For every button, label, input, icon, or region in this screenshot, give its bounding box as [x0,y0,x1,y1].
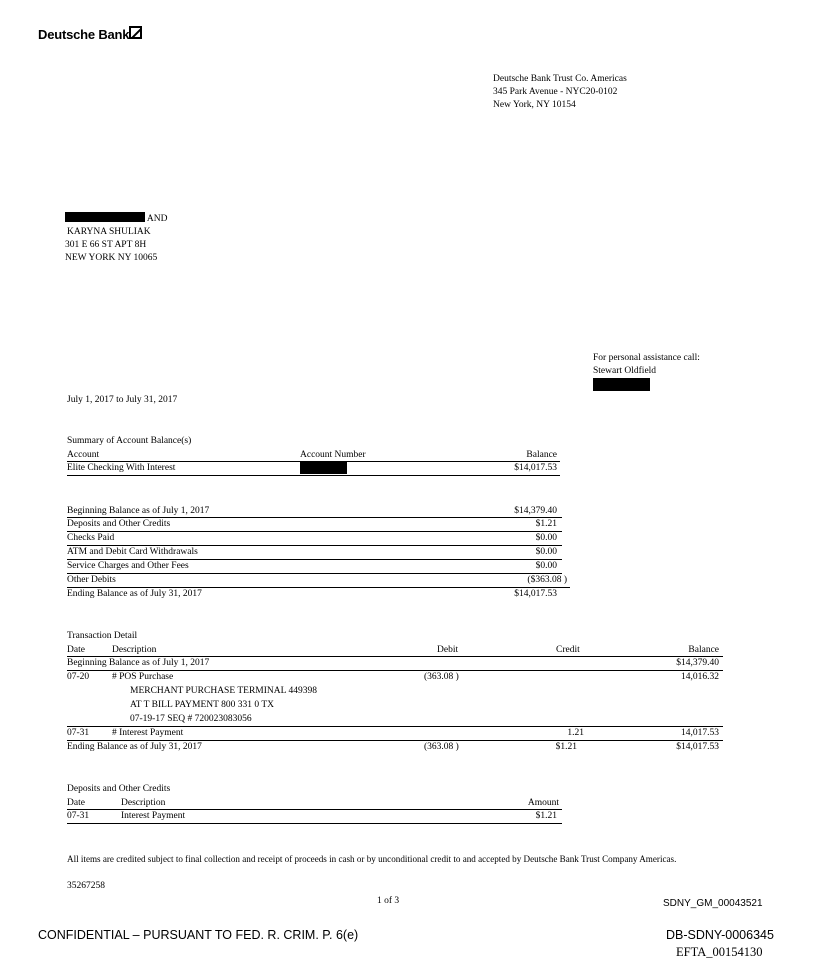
confidential-notice: CONFIDENTIAL – PURSUANT TO FED. R. CRIM. P. 6(e) [38,928,359,942]
recipient-line-1 [65,212,167,226]
balance-label: Beginning Balance as of July 1, 2017 [67,506,210,516]
redaction-block [593,378,650,391]
balance-value: $14,017.53 [514,589,557,599]
balance-label: Ending Balance as of July 31, 2017 [67,589,202,599]
deposit-amount: $1.21 [535,811,557,821]
summary-col-account: Account [67,450,100,460]
bank-logo-text: Deutsche Bank [38,27,130,42]
transaction-description: # POS Purchase [112,672,174,682]
redaction-block [300,462,347,474]
reference-number: 35267258 [67,881,105,891]
summary-title: Summary of Account Balance(s) [67,436,192,446]
assistance-contact-name: Stewart Oldfield [593,366,657,376]
balance-label: Checks Paid [67,533,115,543]
summary-col-balance: Balance [526,450,557,460]
balance-value: $14,379.40 [514,506,557,516]
assistance-label: For personal assistance call: [593,353,700,363]
statement-period: July 1, 2017 to July 31, 2017 [67,395,178,405]
bank-logo-icon [129,26,142,39]
deposits-col-description: Description [121,798,166,808]
balance-value: $1.21 [535,519,557,529]
transaction-description-detail: MERCHANT PURCHASE TERMINAL 449398 [130,686,317,696]
balance-value: $0.00 [535,533,557,543]
balance-label: ATM and Debit Card Withdrawals [67,547,198,557]
recipient-name: KARYNA SHULIAK [67,227,151,237]
deposit-date: 07-31 [67,811,90,821]
transactions-ending-balance: $14,017.53 [676,742,719,752]
transaction-debit: (363.08 ) [424,672,459,682]
transactions-beginning-label: Beginning Balance as of July 1, 2017 [67,658,210,668]
transaction-credit: 1.21 [567,728,584,738]
balance-value: ($363.08 ) [527,575,567,585]
recipient-street: 301 E 66 ST APT 8H [65,240,147,250]
transactions-ending-label: Ending Balance as of July 31, 2017 [67,742,202,752]
summary-col-number: Account Number [300,450,366,460]
recipient-city: NEW YORK NY 10065 [65,253,158,263]
transactions-col-debit: Debit [437,645,459,655]
divider [67,475,560,476]
deposits-title: Deposits and Other Credits [67,784,171,794]
page-number: 1 of 3 [377,896,400,906]
bank-address-line: New York, NY 10154 [493,100,576,110]
bank-address-line: 345 Park Avenue - NYC20-0102 [493,87,618,97]
transaction-description-detail: 07-19-17 SEQ # 720023083056 [130,714,252,724]
balance-value: $0.00 [535,561,557,571]
balance-label: Other Debits [67,575,116,585]
balance-value: $0.00 [535,547,557,557]
transaction-date: 07-20 [67,672,90,682]
transactions-col-date: Date [67,645,85,655]
transaction-description: # Interest Payment [112,728,184,738]
transactions-ending-debit: (363.08 ) [424,742,459,752]
transaction-date: 07-31 [67,728,90,738]
bank-address-line: Deutsche Bank Trust Co. Americas [493,74,627,84]
deposits-col-date: Date [67,798,85,808]
deposits-col-amount: Amount [527,798,559,808]
assistance-block [593,352,700,378]
sdny-gm-bates: SDNY_GM_00043521 [663,898,763,909]
transactions-ending-credit: $1.21 [555,742,577,752]
transactions-title: Transaction Detail [67,631,138,641]
transactions-col-description: Description [112,645,157,655]
balance-label: Service Charges and Other Fees [67,561,189,571]
transactions-beginning-balance: $14,379.40 [676,658,719,668]
recipient-and: AND [146,214,168,224]
disclaimer: All items are credited subject to final collection and receipt of proceeds in cash or by unconditional credit to and accepted by Deutsche Bank Trust Company Americas. [67,854,677,864]
bank-address [493,73,627,112]
efta-bates: EFTA_00154130 [676,945,763,959]
transaction-description-detail: AT T BILL PAYMENT 800 331 0 TX [130,700,275,710]
deposit-description: Interest Payment [121,811,186,821]
transactions-col-balance: Balance [688,645,719,655]
summary-account-balance: $14,017.53 [514,463,557,473]
transactions-col-credit: Credit [556,645,580,655]
transaction-balance: 14,017.53 [681,728,719,738]
redaction-block [65,212,145,222]
summary-account-name: Elite Checking With Interest [67,463,176,473]
recipient-address [65,212,167,265]
transaction-balance: 14,016.32 [681,672,719,682]
balance-label: Deposits and Other Credits [67,519,171,529]
db-sdny-bates: DB-SDNY-0006345 [666,928,774,942]
divider [67,823,562,824]
